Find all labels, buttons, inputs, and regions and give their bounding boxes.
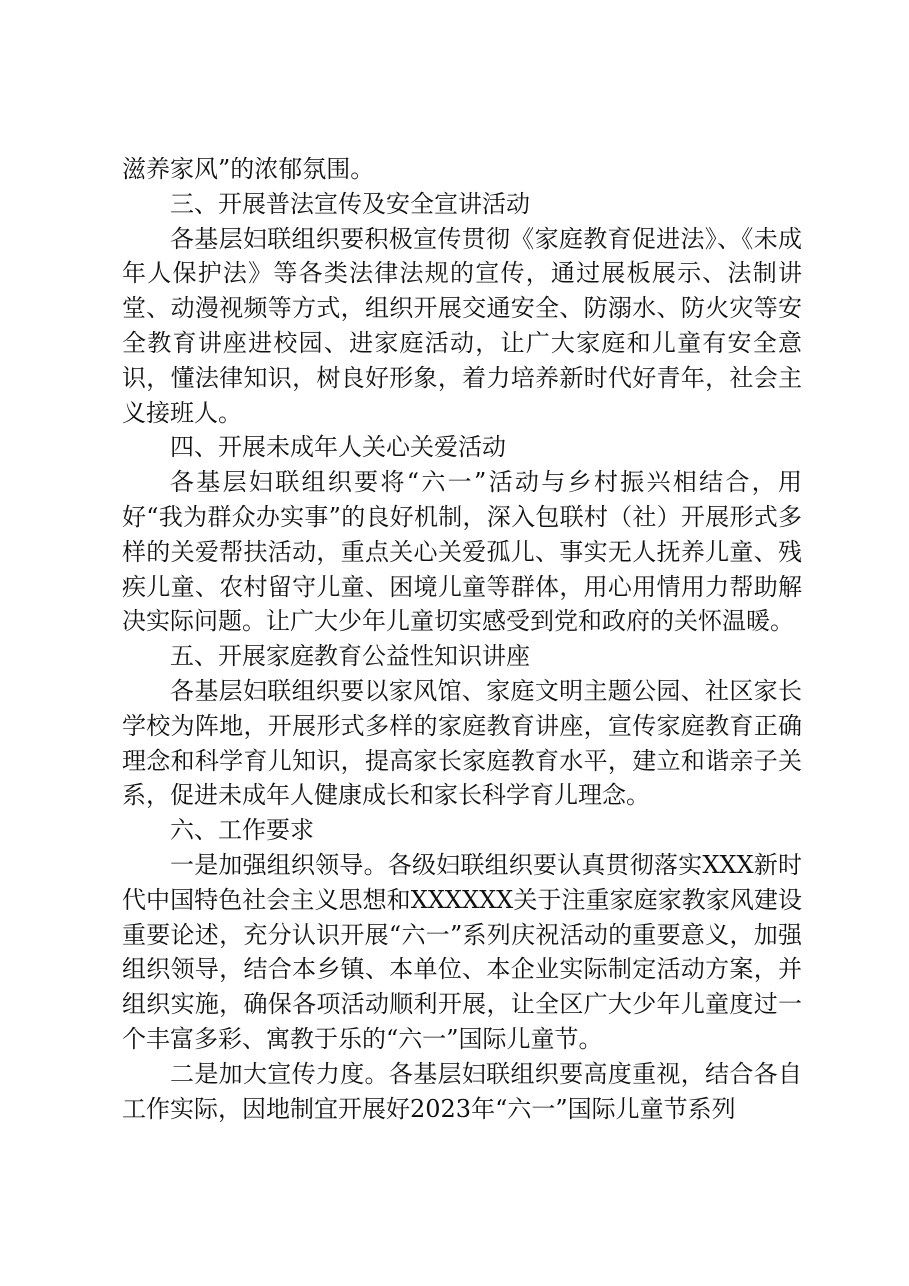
document-body — [122, 152, 802, 1126]
paragraph-family-education: 各基层妇联组织要以家风馆、家庭文明主题公园、社区家长学校为阵地，开展形式多样的家庭教育讲座，宣传家庭教育正确理念和科学育儿知识，提高家长家庭教育水平，建立和谐亲子关系，促进未成年人健康成长和家长科学育儿理念。 — [122, 676, 802, 810]
section-heading-5: 五、开展家庭教育公益性知识讲座 — [170, 642, 530, 671]
paragraph-legal-publicity: 各基层妇联组织要积极宣传贯彻《家庭教育促进法》、《未成年人保护法》等各类法律法规的宣传，通过展板展示、法制讲堂、动漫视频等方式，组织开展交通安全、防溺水、防火灾等安全教育讲座进校园、进家庭活动，让广大家庭和儿童有安全意识，懂法律知识，树良好形象，着力培养新时代好青年，社会主义接班人。 — [122, 224, 802, 427]
paragraph-publicity-effort: 二是加大宣传力度。各基层妇联组织要高度重视，结合各自工作实际，因地制宜开展好2023年“六一”国际儿童节系列 — [122, 1059, 802, 1123]
section-heading-4: 四、开展未成年人关心关爱活动 — [170, 433, 506, 462]
paragraph-continuation: 滋养家风”的浓郁氛围。 — [122, 155, 375, 183]
section-heading-6: 六、工作要求 — [170, 816, 314, 845]
paragraph-organization-leadership: 一是加强组织领导。各级妇联组织要认真贯彻落实XXX新时代中国特色社会主义思想和XXXXXX关于注重家庭家教家风建设重要论述，充分认识开展“六一”系列庆祝活动的重要意义，加强组织领导，结合本乡镇、本单位、本企业实际制定活动方案，并组织实施，确保各项活动顺利开展，让全区广大少年儿童度过一个丰富多彩、寓教于乐的“六一”国际儿童节。 — [122, 850, 802, 1053]
section-heading-3: 三、开展普法宣传及安全宣讲活动 — [170, 189, 530, 218]
paragraph-minor-care: 各基层妇联组织要将“六一”活动与乡村振兴相结合，用好“我为群众办实事”的良好机制，深入包联村（社）开展形式多样的关爱帮扶活动，重点关心关爱孤儿、事实无人抚养儿童、残疾儿童、农村留守儿童、困境儿童等群体，用心用情用力帮助解决实际问题。让广大少年儿童切实感受到党和政府的关怀温暖。 — [122, 468, 802, 636]
